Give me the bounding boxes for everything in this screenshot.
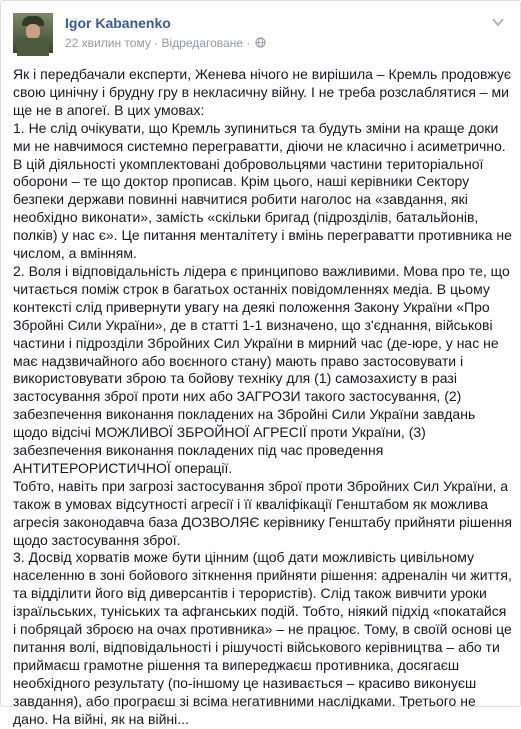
author-name-link[interactable]: Igor Kabanenko (65, 15, 171, 31)
avatar-face (26, 24, 40, 39)
meta-separator-2: · (246, 35, 251, 50)
post-body-text: Як і передбачали експерти, Женева нічого не вирішила – Кремль продовжує свою цинічну і брудну гру в некласичну війну. І не треба розслаблятися – ми ще не в апогеї. В цих умовах: 1. Не слід очікувати, що Кремль зупиниться та будуть зміни на краще доки ми не навчимося системно переграватти, діючи не класично і асиметрично. В цій діяльності укомплектовані добровольцями частини територіальної оборони – те що доктор прописав. Крім цього, наші керівники Сектору безпеки держави повинні навчитися робити наголос на «завдання, які необхідно виконати», замість «скільки бригад (підрозділів, батальйонів, полків) у нас є». Це питання менталітету і вмінь переграватти противника не числом, а вмінням. 2. Воля і відповідальність лідера є принципово важливими. Мова про те, що читається поміж строк в багатьох останніх повідомленнях медіа. В цьому контексті слід привернути увагу на деякі положення Закону України «Про Збройні Сили України», де в статті 1-1 визначено, що з'єднання, військові частини і підрозділи Збройних Сил України в мирний час (де-юре, у нас не має надзвичайного або воєнного стану) мають право застосовувати і використовувати зброю та бойову техніку для (1) самозахисту в разі застосування зброї проти них або ЗАГРОЗИ такого застосування, (2) забезпечення виконання покладених на Збройні Сили України завдань щодо відсічі МОЖЛИВОЇ ЗБРОЙНОЇ АГРЕСІЇ проти України, (3) забезпечення виконання покладених під час проведення АНТИТЕРОРИСТИЧНОЇ операції. Тобто, навіть при загрозі застосування зброї проти Збройних Сил України, а також в умовах відсутності агресії і її кваліфікації Генштабом як можлива агресія законодавча база ДОЗВОЛЯЄ керівнику Генштабу прийняти рішення щодо застосування зброї. 3. Досвід хорватів може бути цінним (щоб дати можливість цивільному населенню в зоні бойового зіткнення прийняти рішення: адреналін чи життя, та відділити його від диверсантів і терористів). Слід також вивчити уроки ізраїльських, туніських та афганських подій. Тобто, ніякий підхід «покатайся і побряцай зброєю на очах противника» – не працює. Тому, в своїй основі це питання волі, відповідальності і рішучості військового керівництва – або ти приймаєш грамотне рішення та випереджаєш противника, досягаєш необхідного результату (по-іншому це називається – красиво виконуєш завдання), або програєш зі всіма негативними наслідками. Третього не дано. На війні, як на війні... (13, 66, 512, 727)
post-header (13, 13, 508, 55)
meta-separator: · (154, 35, 159, 50)
avatar[interactable] (13, 13, 53, 53)
globe-icon[interactable] (255, 37, 266, 48)
edited-label[interactable]: Відредаговане (161, 35, 243, 50)
avatar-body (17, 38, 49, 56)
chevron-down-icon[interactable] (490, 15, 506, 29)
post-meta (65, 35, 267, 50)
post-timestamp[interactable]: 22 хвилин тому (65, 35, 151, 50)
